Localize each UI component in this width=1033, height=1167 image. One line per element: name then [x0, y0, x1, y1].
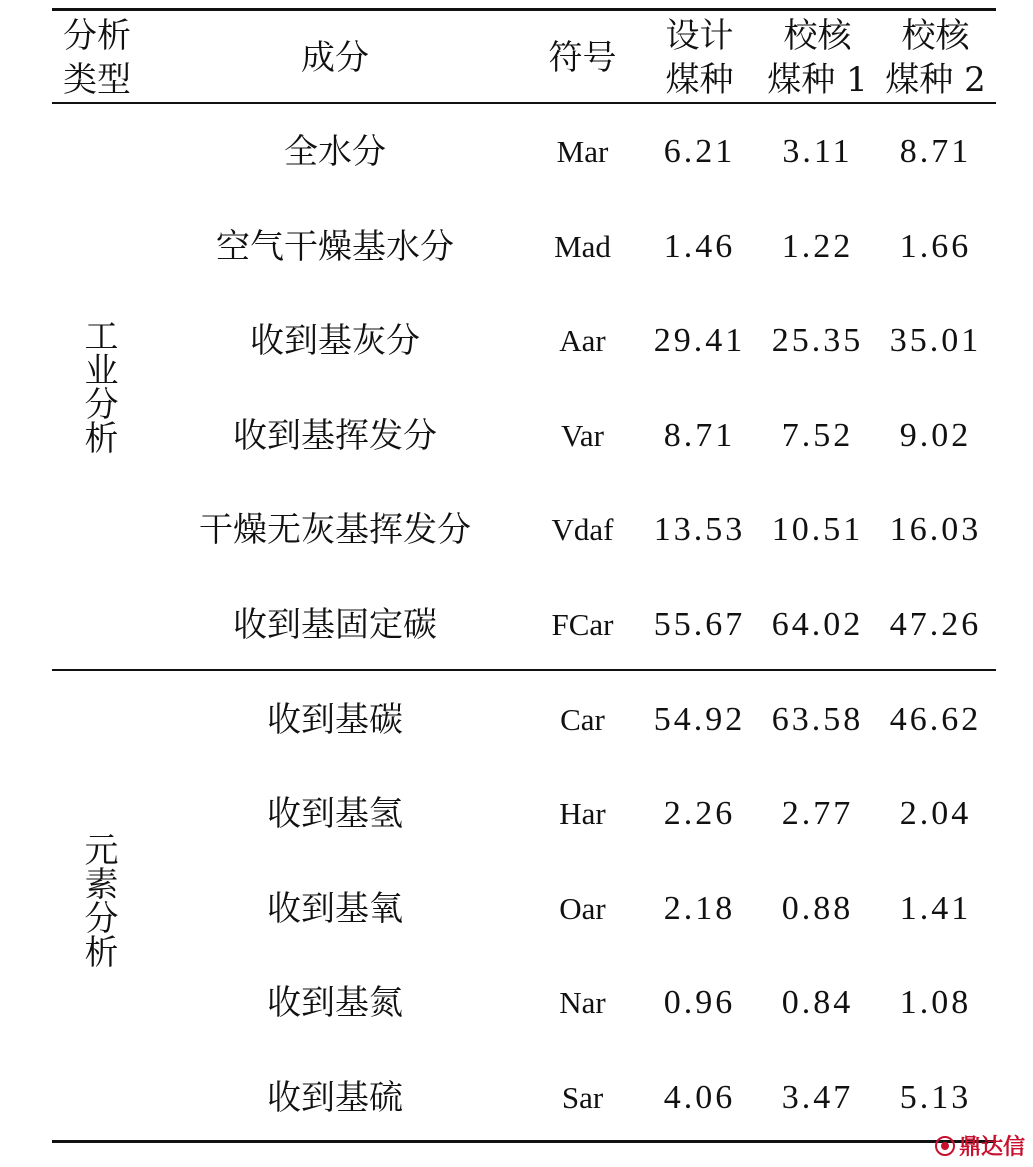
row-8-check2: 2.04 — [899, 795, 972, 833]
row-10-symbol: Nar — [559, 985, 606, 1021]
row-1-symbol: Mar — [556, 134, 609, 169]
row-5-symbol: Vdaf — [551, 512, 614, 548]
watermark-logo: 鼎达信 — [935, 1130, 1025, 1161]
row-2-check2: 1.66 — [899, 227, 972, 265]
row-9-check2: 1.41 — [899, 889, 972, 927]
row-7-check2: 46.62 — [889, 700, 982, 738]
row-4-check1: 7.52 — [781, 416, 854, 454]
header-check-coal-2: 校核 煤种 2 — [885, 16, 986, 100]
row-1-design: 6.21 — [663, 133, 736, 170]
row-11-symbol: Sar — [561, 1080, 604, 1115]
logo-icon — [935, 1136, 955, 1156]
row-4-symbol: Var — [560, 417, 605, 453]
row-8-symbol: Har — [559, 796, 606, 832]
table-group-separator — [52, 669, 996, 671]
row-1-check2: 8.71 — [899, 133, 972, 170]
row-4-check2: 9.02 — [899, 416, 972, 454]
table-bottom-rule — [52, 1140, 996, 1143]
row-3-name: 收到基灰分 — [250, 321, 420, 362]
row-9-design: 2.18 — [663, 889, 736, 927]
header-analysis-type: 分析 类型 — [63, 16, 131, 100]
row-10-check2: 1.08 — [899, 984, 972, 1022]
row-5-check1: 10.51 — [771, 511, 864, 549]
table-header-rule — [52, 102, 996, 104]
header-component: 成分 — [301, 38, 369, 78]
row-3-check2: 35.01 — [889, 322, 982, 360]
row-11-check2: 5.13 — [899, 1079, 972, 1116]
row-6-design: 55.67 — [653, 606, 746, 643]
row-6-check2: 47.26 — [889, 606, 982, 643]
row-11-name: 收到基硫 — [267, 1078, 403, 1118]
row-7-design: 54.92 — [653, 700, 746, 738]
row-6-check1: 64.02 — [771, 606, 864, 643]
table-top-rule — [52, 8, 996, 11]
row-7-check1: 63.58 — [771, 700, 864, 738]
row-9-check1: 0.88 — [781, 889, 854, 927]
row-9-symbol: Oar — [559, 890, 606, 926]
row-5-check2: 16.03 — [889, 511, 982, 549]
group-label-industrial: 工业分析 — [78, 318, 118, 454]
row-3-symbol: Aar — [559, 323, 606, 359]
row-7-name: 收到基碳 — [267, 699, 403, 740]
group-label-elemental: 元素分析 — [78, 832, 118, 968]
row-2-check1: 1.22 — [781, 227, 854, 265]
row-11-design: 4.06 — [663, 1079, 736, 1116]
header-check-coal-1: 校核 煤种 1 — [767, 16, 868, 100]
row-5-name: 干燥无灰基挥发分 — [199, 510, 471, 551]
row-7-symbol: Car — [560, 701, 605, 737]
row-1-check1: 3.11 — [782, 133, 853, 170]
row-4-design: 8.71 — [663, 416, 736, 454]
row-4-name: 收到基挥发分 — [233, 415, 437, 456]
row-3-design: 29.41 — [653, 322, 746, 360]
row-3-check1: 25.35 — [771, 322, 864, 360]
row-2-design: 1.46 — [663, 227, 736, 265]
row-10-design: 0.96 — [663, 984, 736, 1022]
header-design-coal: 设计 煤种 — [665, 16, 734, 100]
row-8-name: 收到基氢 — [267, 794, 403, 835]
row-10-name: 收到基氮 — [267, 983, 403, 1024]
row-9-name: 收到基氧 — [267, 888, 403, 929]
row-8-check1: 2.77 — [781, 795, 854, 833]
row-10-check1: 0.84 — [781, 984, 854, 1022]
row-11-check1: 3.47 — [781, 1079, 854, 1116]
row-5-design: 13.53 — [653, 511, 746, 549]
row-6-symbol: FCar — [551, 607, 614, 642]
row-2-name: 空气干燥基水分 — [216, 226, 454, 267]
row-8-design: 2.26 — [663, 795, 736, 833]
row-2-symbol: Mad — [554, 228, 611, 264]
row-1-name: 全水分 — [284, 132, 386, 172]
row-6-name: 收到基固定碳 — [233, 605, 437, 645]
header-symbol: 符号 — [548, 38, 617, 78]
